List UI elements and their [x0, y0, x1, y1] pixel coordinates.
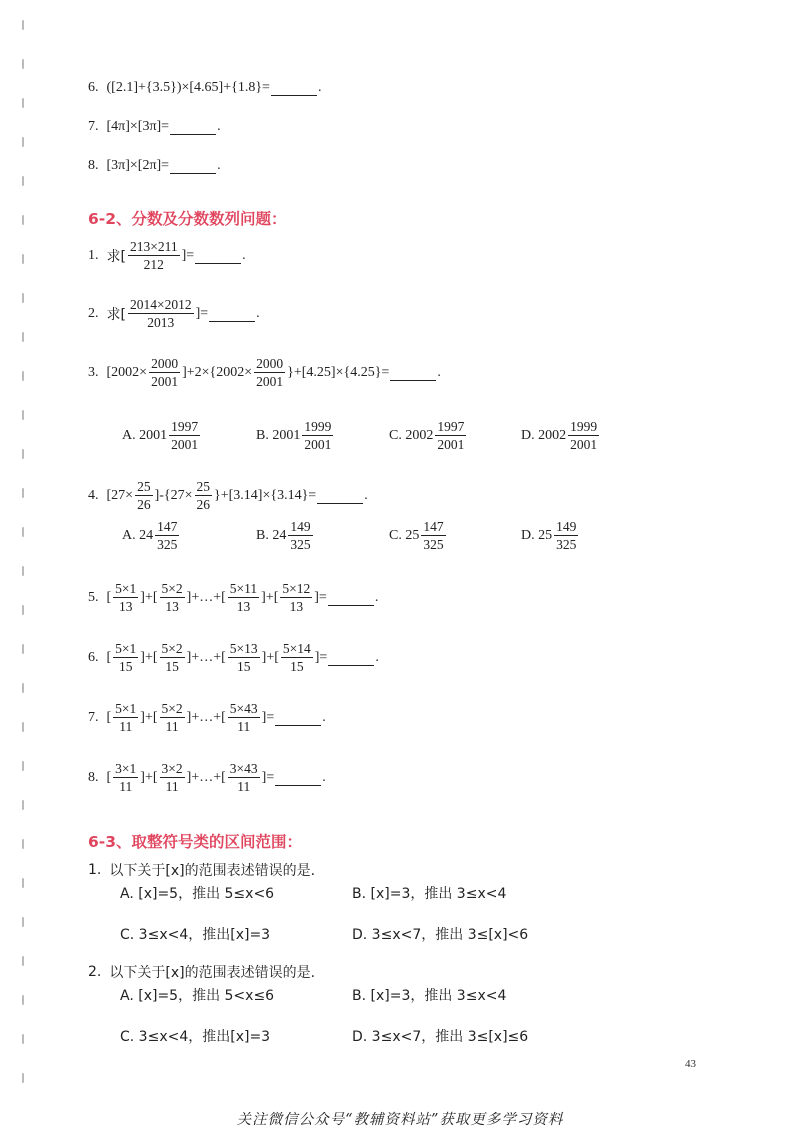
margin-tick	[22, 800, 24, 810]
margin-tick	[22, 761, 24, 771]
fraction: $\frac{3\times 2}{11}$	[161, 761, 183, 795]
margin-tick	[22, 410, 24, 420]
margin-tick	[22, 215, 24, 225]
margin-tick	[22, 332, 24, 342]
fraction: $\frac{213\times 211}{212}$	[129, 239, 178, 273]
fraction: $\frac{3\times 43}{11}$	[229, 761, 258, 795]
question-7: 7. [4π]×[3π]= .	[88, 119, 221, 134]
s3-q2-option-c: C. 3≤x<4，推出[x]=3	[120, 1029, 271, 1045]
answer-blank	[390, 366, 436, 381]
margin-tick	[22, 176, 24, 186]
s3-q1-option-a: A. [x]=5，推出 5≤x<6	[120, 886, 275, 902]
answer-blank	[317, 489, 363, 504]
fraction: $\frac{25}{26}$	[196, 479, 211, 513]
answer-blank	[275, 771, 321, 786]
fraction: $\frac{2014\times 2012}{2013}$	[129, 297, 192, 331]
fraction: $\frac{5\times 1}{11}$	[115, 701, 137, 735]
margin-tick	[22, 995, 24, 1005]
margin-tick	[22, 956, 24, 966]
margin-tick	[22, 917, 24, 927]
s3-q2-option-a: A. [x]=5，推出 5<x≤6	[120, 988, 275, 1004]
margin-tick	[22, 137, 24, 147]
margin-tick	[22, 566, 24, 576]
margin-tick	[22, 20, 24, 30]
section-title-6-3: 6-3、取整符号类的区间范围：	[88, 833, 303, 851]
s2-question-3: 3. [2002× $\frac{2000}{2001}$ ]+2×{2002× $\frac{2000}{2001}$ }+[4.25]×{4.25}= .	[88, 356, 441, 390]
s3-q1-option-b: B. [x]=3，推出 3≤x<4	[352, 886, 507, 902]
s2-question-8: 8. [ $\frac{3\times 1}{11}$ ]+[ $\frac{3\times 2}{11}$ ]+…+[ $\frac{3\times 43}{11}$ ]= .	[88, 761, 326, 795]
fraction: $\frac{25}{26}$	[137, 479, 151, 513]
option-d: D. 25 $\frac{149}{325}$	[521, 519, 577, 553]
margin-tick	[22, 254, 24, 264]
footer-note: 关注微信公众号“教辅资料站”获取更多学习资料	[236, 1112, 564, 1128]
margin-tick	[22, 605, 24, 615]
margin-tick	[22, 683, 24, 693]
fraction: $\frac{5\times 2}{15}$	[161, 641, 183, 675]
s2-question-5: 5. [ $\frac{5\times 1}{13}$ ]+[ $\frac{5\times 2}{13}$ ]+…+[ $\frac{5\times 11}{13}$ ]+[ $\frac{5\times 12}{13}$ ]= .	[88, 581, 379, 615]
margin-tick	[22, 1073, 24, 1083]
s2-question-1: 1. 求[ $\frac{213\times 211}{212}$ ]= .	[88, 239, 246, 273]
s3-q1-option-c: C. 3≤x<4，推出[x]=3	[120, 927, 271, 943]
answer-blank	[170, 120, 216, 135]
fraction: $\frac{5\times 2}{13}$	[161, 581, 183, 615]
option-b: B. 24 $\frac{149}{325}$	[256, 519, 311, 553]
fraction: $\frac{5\times 1}{15}$	[115, 641, 137, 675]
fraction: $\frac{5\times 13}{15}$	[229, 641, 258, 675]
fraction: $\frac{2000}{2001}$	[256, 356, 284, 390]
margin-tick	[22, 488, 24, 498]
option-b: B. 2001 $\frac{1999}{2001}$	[256, 419, 332, 453]
fraction: $\frac{5\times 43}{11}$	[229, 701, 258, 735]
margin-tick	[22, 1034, 24, 1044]
margin-tick	[22, 839, 24, 849]
s2-q3-options	[0, 420, 800, 460]
fraction: $\frac{3\times 1}{11}$	[115, 761, 137, 795]
margin-tick	[22, 59, 24, 69]
binding-margin	[22, 20, 28, 1120]
fraction: $\frac{5\times 12}{13}$	[282, 581, 311, 615]
question-8: 8. [3π]×[2π]= .	[88, 158, 221, 173]
question-6: 6. ([2.1]+{3.5})×[4.65]+{1.8}= .	[88, 80, 322, 95]
section-title-6-2: 6-2、分数及分数数列问题：	[88, 210, 287, 228]
option-a: A. 24 $\frac{147}{325}$	[122, 519, 178, 553]
s3-q2-option-d: D. 3≤x<7，推出 3≤[x]≤6	[352, 1029, 529, 1045]
answer-blank	[170, 159, 216, 174]
answer-blank	[328, 591, 374, 606]
s2-question-2: 2. 求[ $\frac{2014\times 2012}{2013}$ ]= .	[88, 297, 260, 331]
s2-question-6: 6. [ $\frac{5\times 1}{15}$ ]+[ $\frac{5\times 2}{15}$ ]+…+[ $\frac{5\times 13}{15}$ ]+[ $\frac{5\times 14}{15}$ ]= .	[88, 641, 379, 675]
margin-tick	[22, 371, 24, 381]
option-c: C. 2002 $\frac{1997}{2001}$	[389, 419, 465, 453]
answer-blank	[275, 711, 321, 726]
margin-tick	[22, 722, 24, 732]
s2-question-7: 7. [ $\frac{5\times 1}{11}$ ]+[ $\frac{5\times 2}{11}$ ]+…+[ $\frac{5\times 43}{11}$ ]= .	[88, 701, 326, 735]
fraction: $\frac{5\times 2}{11}$	[161, 701, 183, 735]
option-c: C. 25 $\frac{147}{325}$	[389, 519, 444, 553]
fraction: $\frac{5\times 14}{15}$	[282, 641, 311, 675]
answer-blank	[328, 651, 374, 666]
s2-q4-options	[0, 520, 800, 560]
fraction: $\frac{5\times 1}{13}$	[115, 581, 137, 615]
answer-blank	[209, 307, 255, 322]
s2-question-4: 4. [27× $\frac{25}{26}$ ]-{27× $\frac{25}{26}$ }+[3.14]×{3.14}= .	[88, 479, 368, 513]
fraction: $\frac{2000}{2001}$	[151, 356, 179, 390]
answer-blank	[195, 249, 241, 264]
s3-question-2: 2. 以下关于[x]的范围表述错误的是.	[88, 964, 316, 981]
option-a: A. 2001 $\frac{1997}{2001}$	[122, 419, 199, 453]
fraction: $\frac{5\times 11}{13}$	[229, 581, 258, 615]
s3-question-1: 1. 以下关于[x]的范围表述错误的是.	[88, 862, 316, 879]
margin-tick	[22, 878, 24, 888]
margin-tick	[22, 98, 24, 108]
answer-blank	[271, 81, 317, 96]
page-number: 43	[685, 1058, 696, 1070]
s3-q1-option-d: D. 3≤x<7，推出 3≤[x]<6	[352, 927, 529, 943]
option-d: D. 2002 $\frac{1999}{2001}$	[521, 419, 598, 453]
s3-q2-option-b: B. [x]=3，推出 3≤x<4	[352, 988, 507, 1004]
margin-tick	[22, 293, 24, 303]
margin-tick	[22, 644, 24, 654]
